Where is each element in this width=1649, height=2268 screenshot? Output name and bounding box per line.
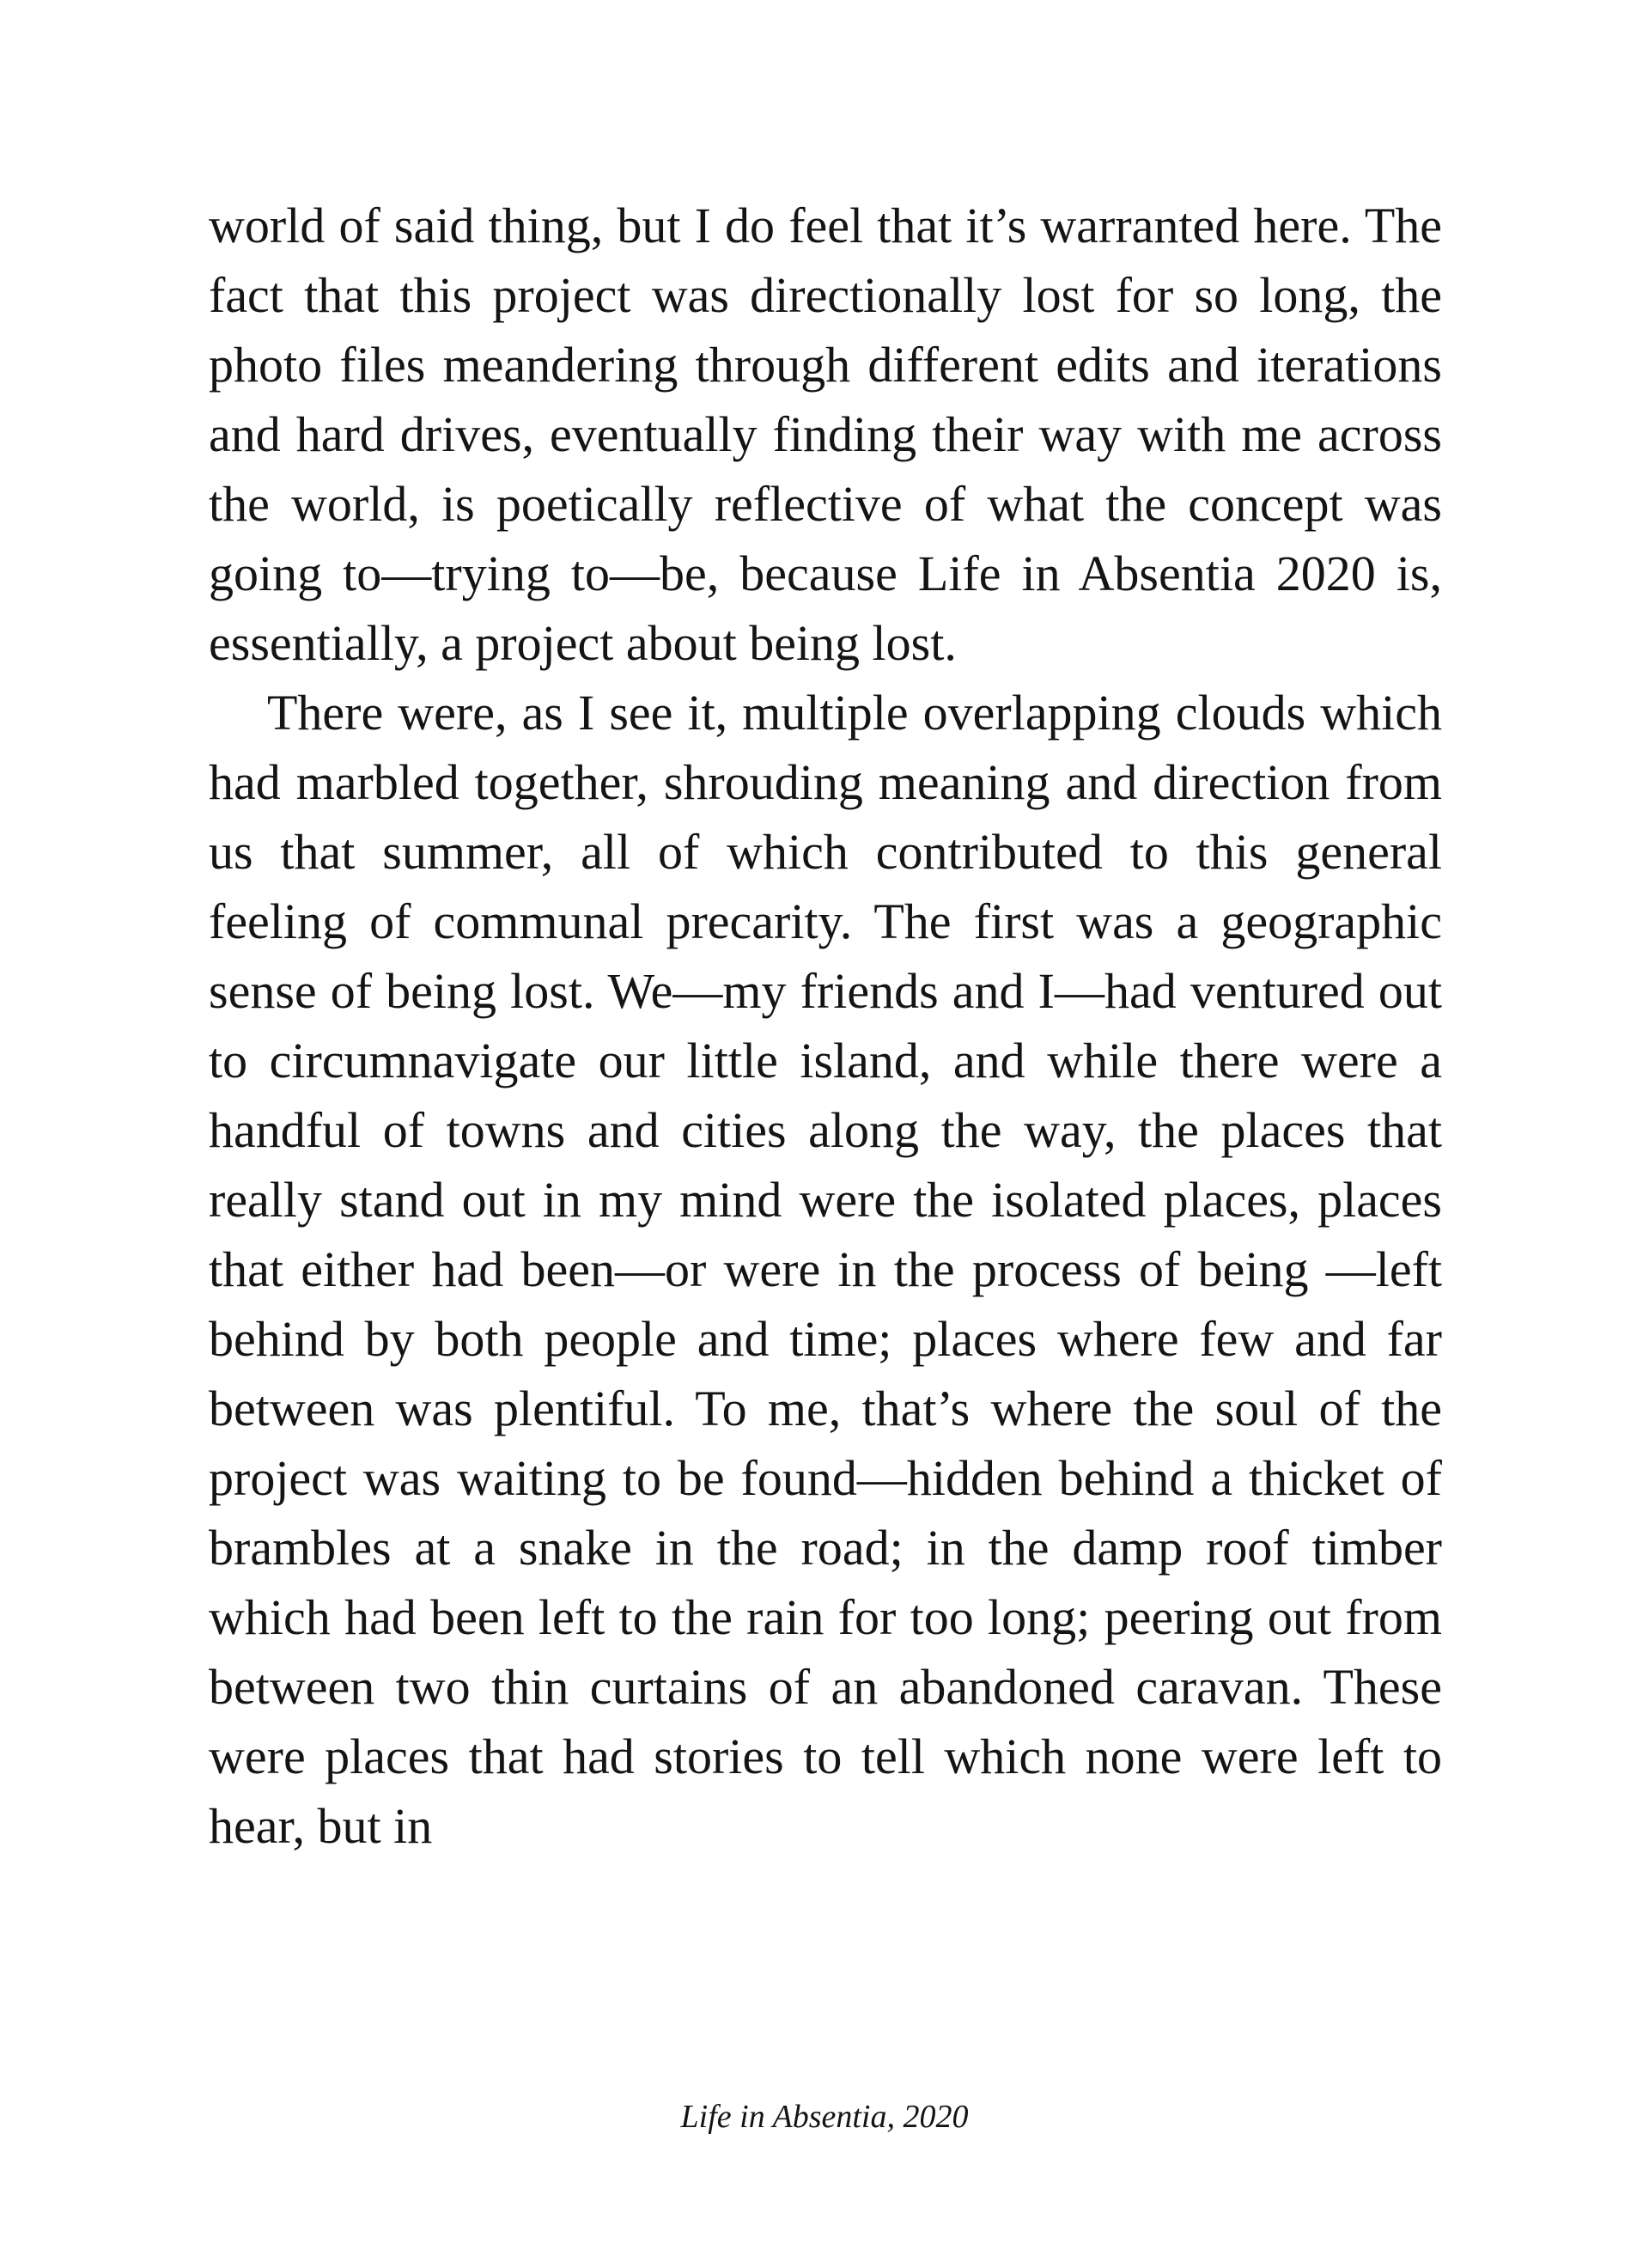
paragraph-continued: world of said thing, but I do feel that it’s warranted here. The fact that this project was directionally lost for so long, the photo files meandering through different edits and iterations and hard drives, eventually finding their way with me across the world, is poetically reflective of what the concept was going to—trying to—be, because Life in Absentia 2020 is, essentially, a project about being lost. (209, 198, 1442, 671)
page-body (209, 191, 1442, 1861)
paragraph-clouds: There were, as I see it, multiple overlapping clouds which had marbled together, shrouding meaning and direction from us that summer, all of which contributed to this general feeling of communal precarity. The first was a geographic sense of being lost. We—my friends and I—had ventured out to circumnavigate our little island, and while there were a handful of towns and cities along the way, the places that really stand out in my mind were the isolated places, places that either had been—or were in the process of being —left behind by both people and time; places where few and far between was plentiful. To me, that’s where the soul of the project was waiting to be found—hidden behind a thicket of brambles at a snake in the road; in the damp roof timber which had been left to the rain for too long; peering out from between two thin curtains of an abandoned caravan. These were places that had stories to tell which none were left to hear, but in (209, 685, 1442, 1854)
page-footer-title: Life in Absentia, 2020 (680, 2099, 969, 2135)
